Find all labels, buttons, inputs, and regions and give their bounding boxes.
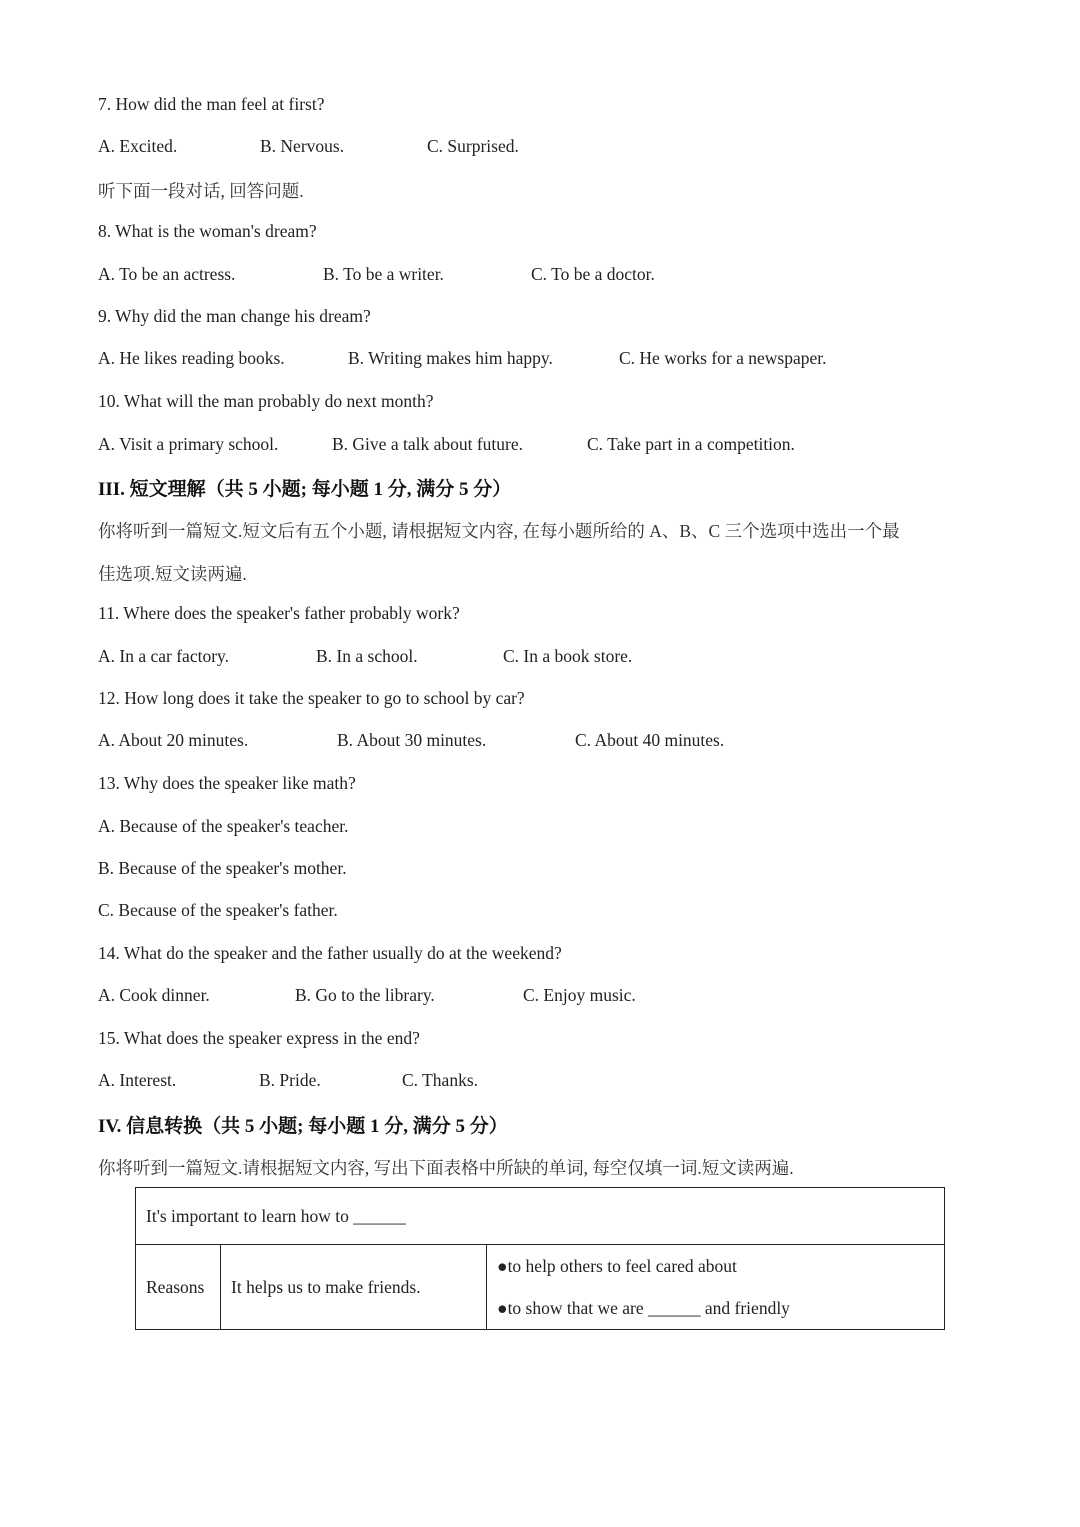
- section-4-heading: IV. 信息转换（共 5 小题; 每小题 1 分, 满分 5 分）: [98, 1116, 508, 1137]
- reasons-label: Reasons: [146, 1276, 205, 1297]
- reason-cell: [221, 1245, 487, 1330]
- q9-option-a: A. He likes reading books.: [98, 348, 285, 368]
- reasons-label-cell: [136, 1245, 221, 1330]
- table-row: [136, 1245, 945, 1330]
- question-10: 10. What will the man probably do next month?: [98, 391, 434, 411]
- q10-option-c: C. Take part in a competition.: [587, 434, 795, 454]
- question-11: 11. Where does the speaker's father probably work?: [98, 603, 460, 623]
- question-15: 15. What does the speaker express in the end?: [98, 1028, 420, 1048]
- q10-option-a: A. Visit a primary school.: [98, 434, 279, 454]
- reason-text: It helps us to make friends.: [231, 1276, 421, 1297]
- question-9: 9. Why did the man change his dream?: [98, 306, 371, 326]
- q11-option-c: C. In a book store.: [503, 646, 633, 666]
- q14-option-a: A. Cook dinner.: [98, 985, 210, 1005]
- q8-option-c: C. To be a doctor.: [531, 264, 655, 284]
- q7-option-b: B. Nervous.: [260, 136, 345, 156]
- q12-option-b: B. About 30 minutes.: [337, 730, 487, 750]
- q13-option-c: C. Because of the speaker's father.: [98, 900, 338, 920]
- table-statement-cell: [136, 1188, 945, 1245]
- q9-option-c: C. He works for a newspaper.: [619, 348, 827, 368]
- q9-option-b: B. Writing makes him happy.: [348, 348, 553, 368]
- q15-option-b: B. Pride.: [259, 1070, 321, 1090]
- question-12: 12. How long does it take the speaker to go to school by car?: [98, 688, 525, 708]
- section-3-instruction-line2: 佳选项.短文读两遍.: [98, 564, 247, 584]
- section-4-instruction: 你将听到一篇短文.请根据短文内容, 写出下面表格中所缺的单词, 每空仅填一词.短文读两遍.: [98, 1158, 794, 1178]
- q14-option-c: C. Enjoy music.: [523, 985, 636, 1005]
- q7-option-a: A. Excited.: [98, 136, 178, 156]
- bullet-item: ●to help others to feel cared about: [497, 1256, 737, 1276]
- bullet-item: ●to show that we are ______ and friendly: [497, 1298, 790, 1318]
- table-statement: It's important to learn how to ______: [146, 1205, 406, 1226]
- question-13: 13. Why does the speaker like math?: [98, 773, 356, 793]
- bullets-cell: [487, 1245, 945, 1330]
- q13-option-b: B. Because of the speaker's mother.: [98, 858, 347, 878]
- question-8: 8. What is the woman's dream?: [98, 221, 317, 241]
- q8-option-b: B. To be a writer.: [323, 264, 444, 284]
- q8-option-a: A. To be an actress.: [98, 264, 236, 284]
- q13-option-a: A. Because of the speaker's teacher.: [98, 816, 349, 836]
- q11-option-b: B. In a school.: [316, 646, 418, 666]
- q12-option-a: A. About 20 minutes.: [98, 730, 249, 750]
- q7-option-c: C. Surprised.: [427, 136, 519, 156]
- section-3-instruction-line1: 你将听到一篇短文.短文后有五个小题, 请根据短文内容, 在每小题所给的 A、B、C 三个选项中选出一个最: [98, 521, 900, 541]
- dialog-instruction: 听下面一段对话, 回答问题.: [98, 181, 304, 201]
- q15-option-a: A. Interest.: [98, 1070, 177, 1090]
- question-7: 7. How did the man feel at first?: [98, 94, 325, 114]
- q11-option-a: A. In a car factory.: [98, 646, 230, 666]
- q15-option-c: C. Thanks.: [402, 1070, 478, 1090]
- q12-option-c: C. About 40 minutes.: [575, 730, 725, 750]
- info-table: [135, 1187, 945, 1330]
- table-row: [136, 1188, 945, 1245]
- section-3-heading: III. 短文理解（共 5 小题; 每小题 1 分, 满分 5 分）: [98, 479, 512, 500]
- question-14: 14. What do the speaker and the father usually do at the weekend?: [98, 943, 562, 963]
- q10-option-b: B. Give a talk about future.: [332, 434, 523, 454]
- q14-option-b: B. Go to the library.: [295, 985, 435, 1005]
